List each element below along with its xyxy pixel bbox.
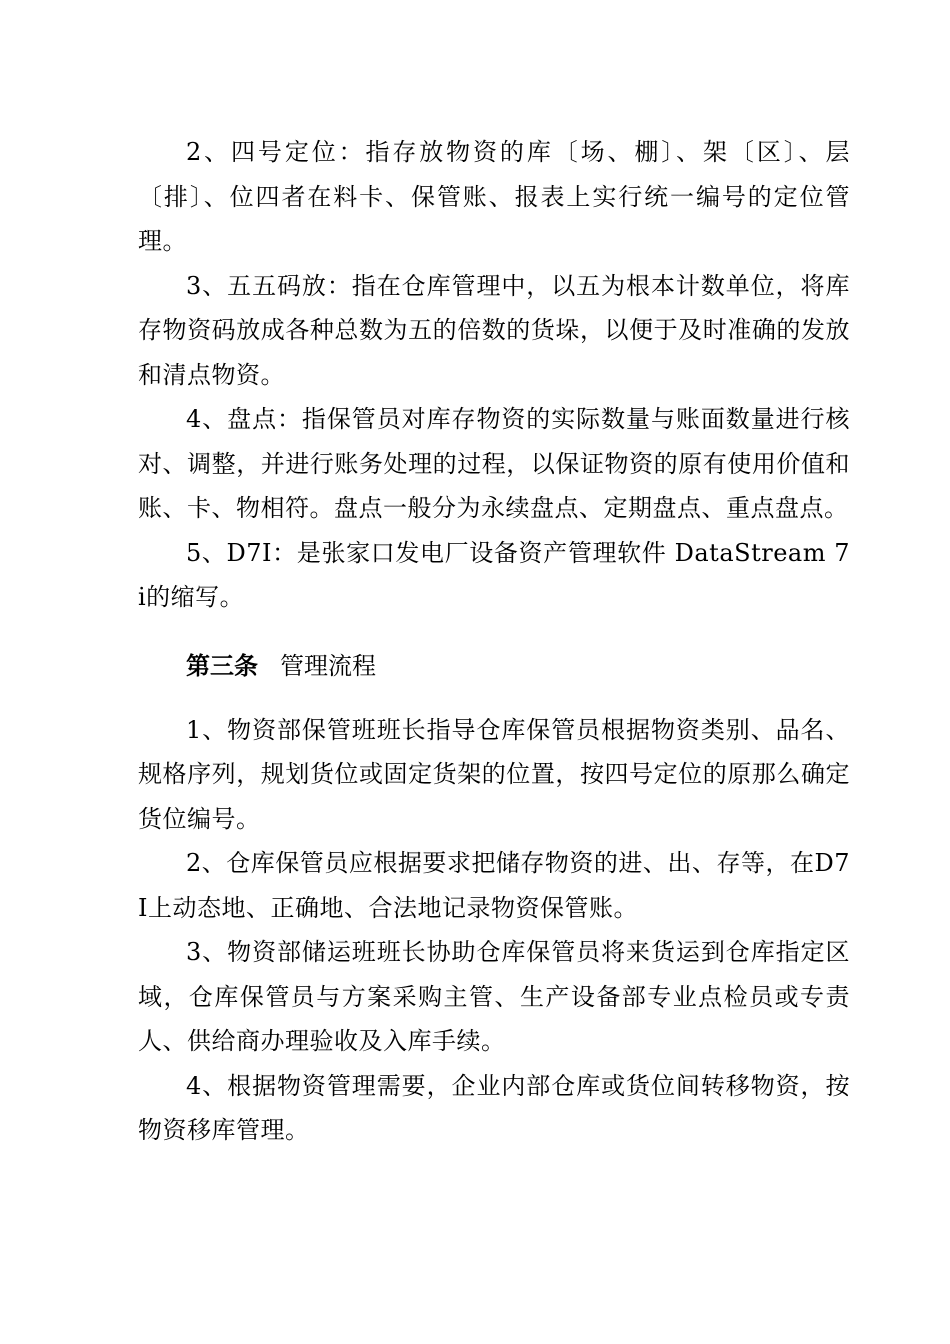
process-paragraph-1: 1、物资部保管班班长指导仓库保管员根据物资类别、品名、规格序列，规划货位或固定货架的位置，按四号定位的原那么确定货位编号。 (138, 715, 850, 833)
definition-paragraph-3: 3、五五码放：指在仓库管理中，以五为根本计数单位，将库存物资码放成各种总数为五的倍数的货垛，以便于及时准确的发放和清点物资。 (138, 271, 850, 389)
definition-paragraph-4: 4、盘点：指保管员对库存物资的实际数量与账面数量进行核对、调整，并进行账务处理的过程，以保证物资的原有使用价值和账、卡、物相符。盘点一般分为永续盘点、定期盘点、重点盘点。 (138, 405, 850, 522)
document-page (138, 130, 850, 1153)
definition-paragraph-2: 2、四号定位：指存放物资的库〔场、棚〕、架〔区〕、层〔排〕、位四者在料卡、保管账、报表上实行统一编号的定位管理。 (138, 138, 850, 255)
definition-paragraph-5: 5、D7I：是张家口发电厂设备资产管理软件 DataStream 7i的缩写。 (138, 538, 850, 611)
article-number: 第三条 (186, 650, 258, 680)
process-paragraph-2: 2、仓库保管员应根据要求把储存物资的进、出、存等，在D7I上动态地、正确地、合法地记录物资保管账。 (138, 849, 850, 922)
article-heading (138, 646, 850, 686)
article-title: 管理流程 (280, 651, 376, 680)
process-paragraph-3: 3、物资部储运班班长协助仓库保管员将来货运到仓库指定区域，仓库保管员与方案采购主管、生产设备部专业点检员或专责人、供给商办理验收及入库手续。 (138, 938, 850, 1055)
process-paragraph-4: 4、根据物资管理需要，企业内部仓库或货位间转移物资，按物资移库管理。 (138, 1071, 850, 1144)
